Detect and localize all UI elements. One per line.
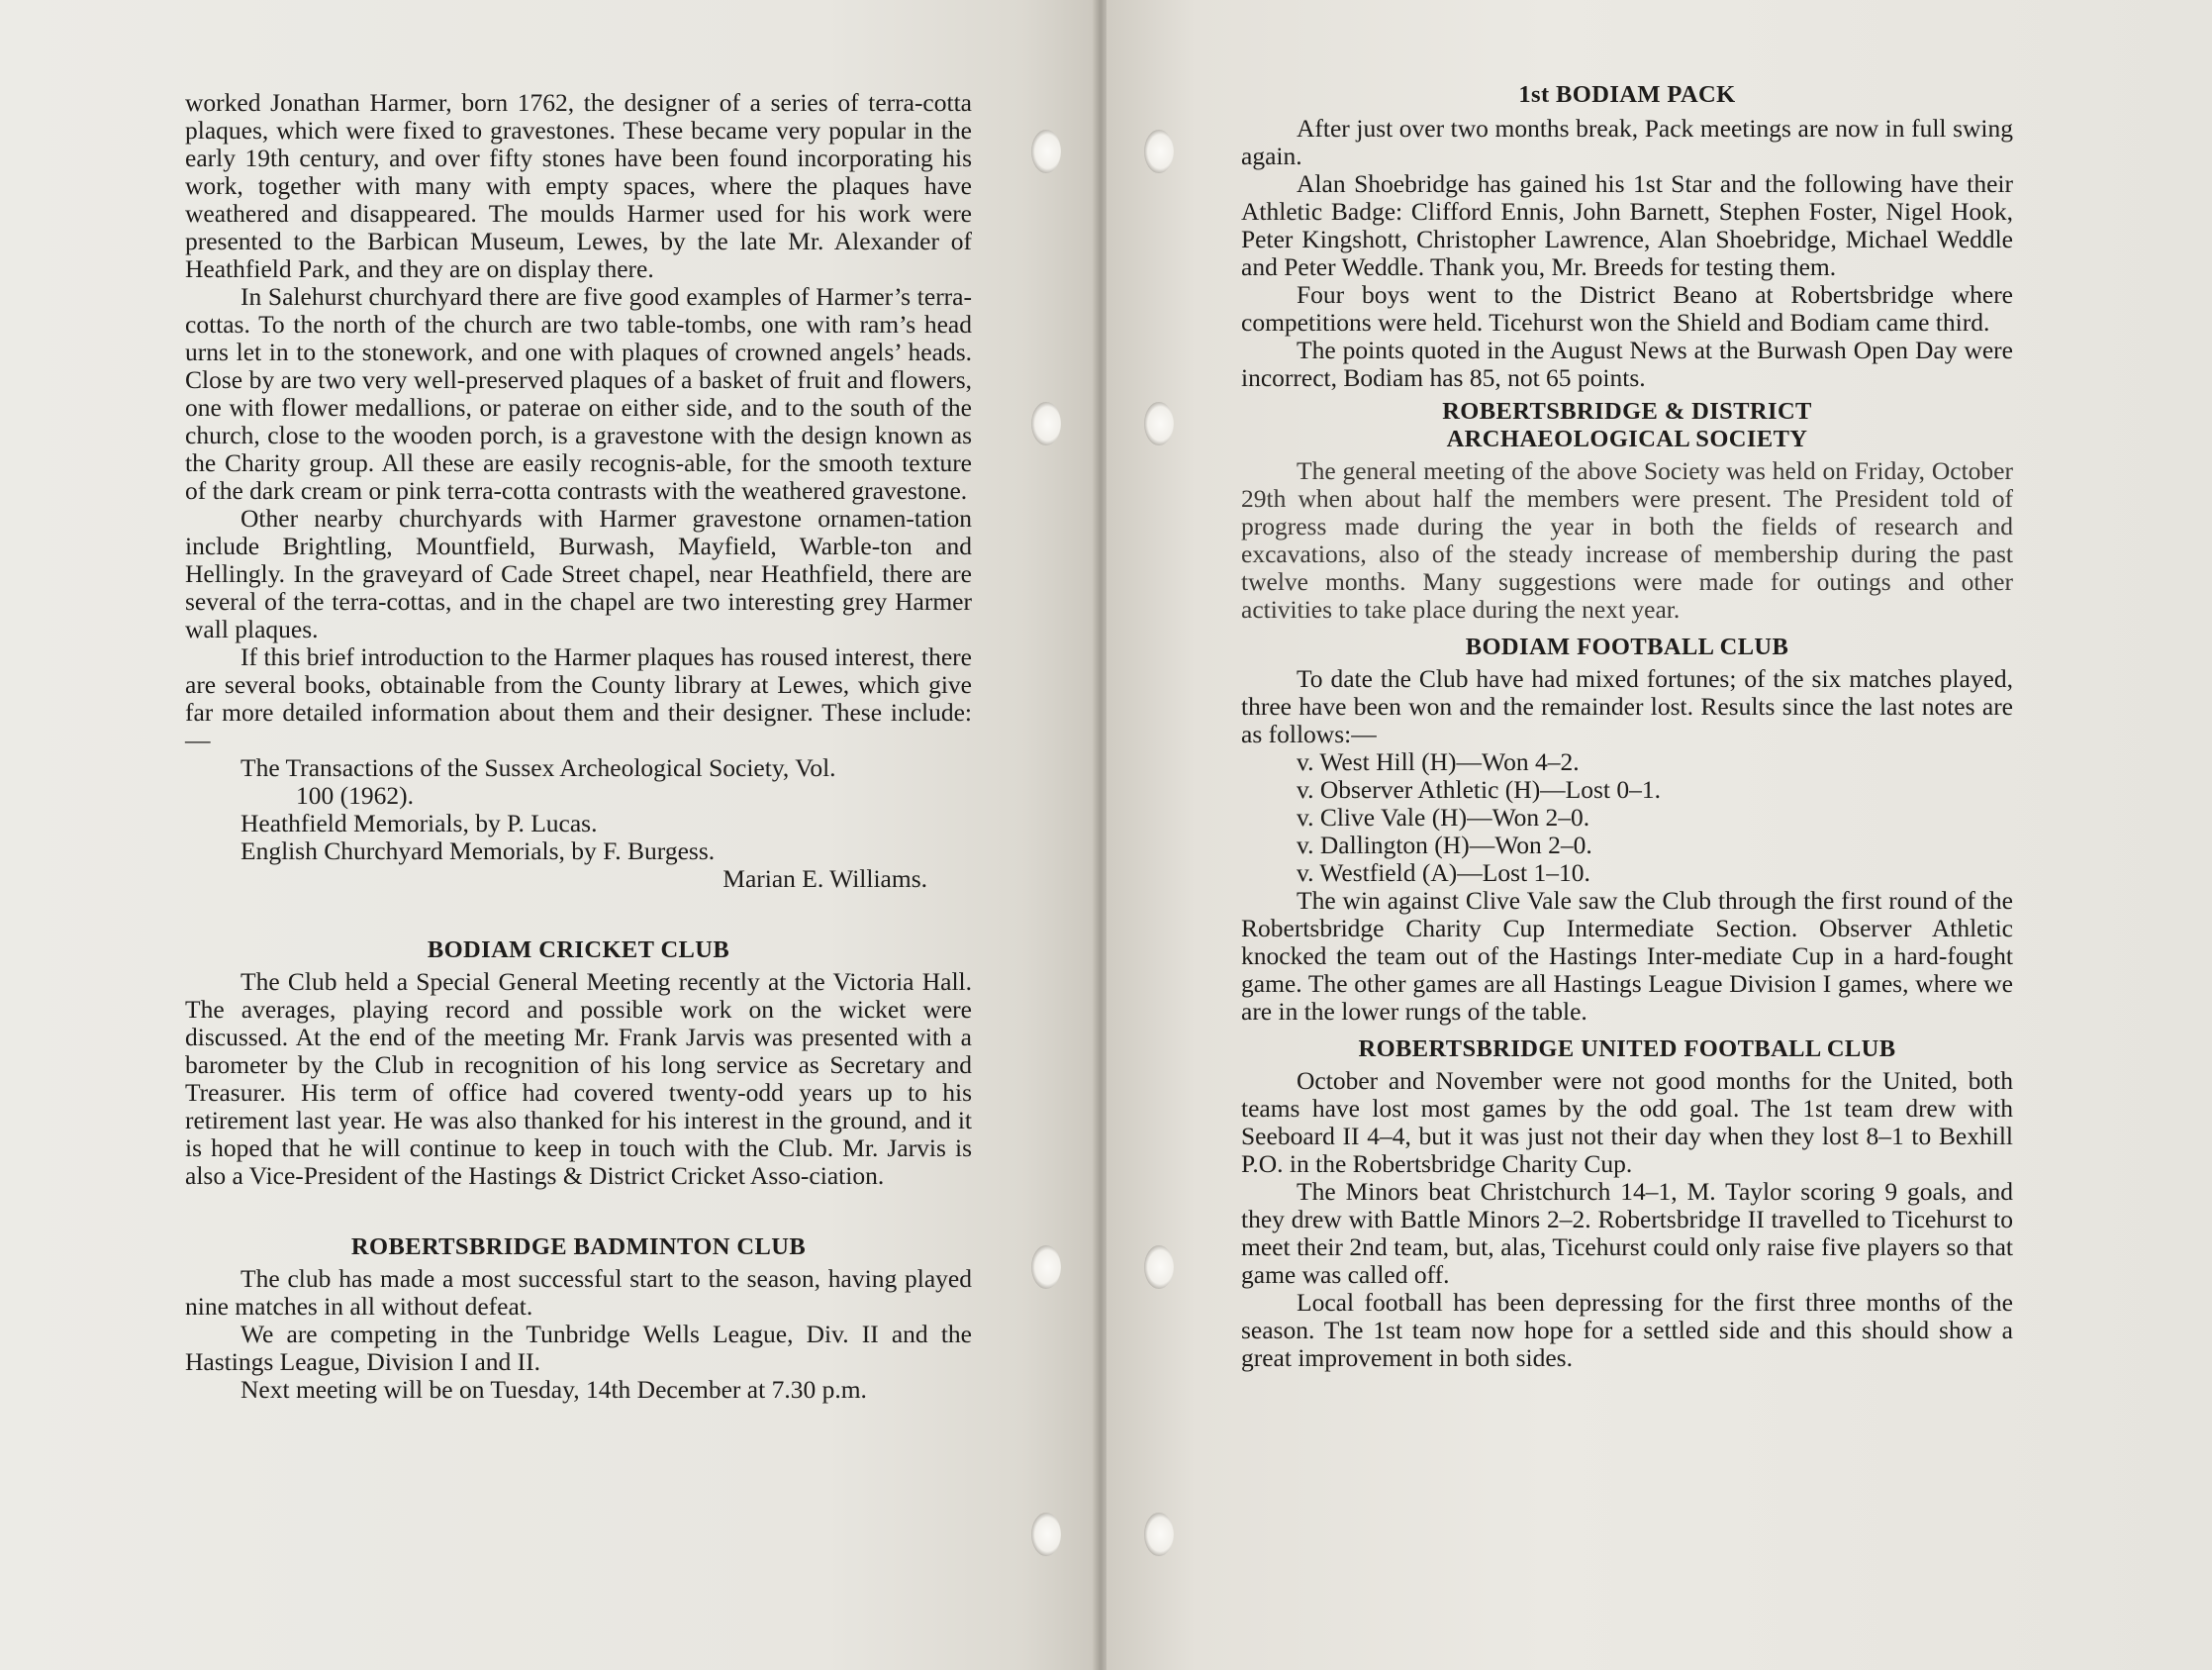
punch-hole [1031, 402, 1061, 445]
archaeology-paragraph: The general meeting of the above Society was held on Friday, October 29th when about half the members were present. The President told of progress made during the year in both the fields of research and excavations, also of the steady increase of membership during the past twelve months. Many suggestions were made for outings and other activities to take place during the next year. [1241, 456, 2013, 624]
football-club-heading: BODIAM FOOTBALL CLUB [1465, 634, 1789, 660]
right-page [1106, 0, 2212, 1670]
pack-paragraph-4: The points quoted in the August News at the Burwash Open Day were incorrect, Bodiam has 85, not 65 points. [1241, 336, 2013, 392]
archaeology-heading-line-1: ROBERTSBRIDGE & DISTRICT [1442, 398, 1812, 425]
book-reference [185, 754, 972, 810]
punch-hole [1031, 1245, 1061, 1289]
match-result: v. Westfield (A)—Lost 1–10. [1297, 858, 1590, 887]
match-result: v. Clive Vale (H)—Won 2–0. [1297, 803, 1590, 832]
book-reference: English Churchyard Memorials, by F. Burgess. [240, 836, 716, 865]
badminton-paragraph-1: The club has made a most successful start to the season, having played nine matches in all without defeat. [185, 1264, 972, 1321]
punch-hole [1144, 402, 1174, 445]
punch-hole [1144, 130, 1174, 173]
book-reference-line-1: The Transactions of the Sussex Archeological Society, Vol. [240, 753, 836, 782]
book-reference-line-2: 100 (1962). [296, 781, 414, 810]
match-result: v. West Hill (H)—Won 4–2. [1297, 747, 1580, 776]
united-paragraph-2: The Minors beat Christchurch 14–1, M. Taylor scoring 9 goals, and they drew with Battle Minors 2–2. Robertsbridge II travelled to Ticehurst to meet their 2nd team, but, alas, Ticehurst could only raise five players so that game was called off. [1241, 1177, 2013, 1289]
badminton-club-heading: ROBERTSBRIDGE BADMINTON CLUB [350, 1233, 807, 1260]
punch-hole [1031, 1513, 1061, 1556]
pack-heading: 1st BODIAM PACK [1518, 81, 1736, 108]
united-club-heading: ROBERTSBRIDGE UNITED FOOTBALL CLUB [1358, 1035, 1896, 1062]
pack-paragraph-1: After just over two months break, Pack meetings are now in full swing again. [1241, 114, 2013, 170]
match-result: v. Dallington (H)—Won 2–0. [1297, 831, 1592, 859]
harmer-paragraph-4: If this brief introduction to the Harmer plaques has roused interest, there are several books, obtainable from the County library at Lewes, which give far more detailed information about them and their designer. These include:— [185, 642, 972, 754]
punch-hole [1144, 1513, 1174, 1556]
united-paragraph-3: Local football has been depressing for the first three months of the season. The 1st team now hope for a settled side and this should show a great improvement in both sides. [1241, 1288, 2013, 1372]
harmer-paragraph-3: Other nearby churchyards with Harmer gravestone ornamen-tation include Brightling, Mountfield, Burwash, Mayfield, Warble-ton and Hellingly. In the graveyard of Cade Street chapel, near Heathfield, there are several of the terra-cottas, and in the chapel are two interesting grey Harmer wall plaques. [185, 504, 972, 643]
harmer-paragraph-2: In Salehurst churchyard there are five good examples of Harmer’s terra-cottas. To the north of the church are two table-tombs, one with ram’s head urns let in to the stonework, and one with plaques of crowned angels’ heads. Close by are two very well-preserved plaques of a basket of fruit and flowers, one with flower medallions, or paterae on either side, and to the south of the church, close to the wooden porch, is a gravestone with the design known as the Charity group. All these are easily recognis-able, for the smooth texture of the dark cream or pink terra-cotta contrasts with the weathered gravestone. [185, 282, 972, 505]
pack-paragraph-3: Four boys went to the District Beano at Robertsbridge where competitions were held. Ticehurst won the Shield and Bodiam came third. [1241, 280, 2013, 337]
united-paragraph-1: October and November were not good months for the United, both teams have lost most games by the odd goal. The 1st team drew with Seeboard II 4–4, but it was just not their day when they lost 8–1 to Bexhill P.O. in the Robertsbridge Charity Cup. [1241, 1066, 2013, 1178]
archaeology-heading-line-2: ARCHAEOLOGICAL SOCIETY [1446, 426, 1808, 452]
football-closing: The win against Clive Vale saw the Club through the first round of the Robertsbridge Charity Cup Intermediate Section. Observer Athletic knocked the team out of the Hastings Inter-mediate Cup in a hard-fought game. The other games are all Hastings League Division I games, where we are in the lower rungs of the table. [1241, 886, 2013, 1026]
right-page-text [1241, 81, 2013, 1372]
punch-hole [1031, 130, 1061, 173]
match-result: v. Observer Athletic (H)—Lost 0–1. [1297, 775, 1662, 804]
badminton-paragraph-3: Next meeting will be on Tuesday, 14th December at 7.30 p.m. [240, 1375, 867, 1404]
pack-paragraph-2: Alan Shoebridge has gained his 1st Star and the following have their Athletic Badge: Clifford Ennis, John Barnett, Stephen Foster, Nigel Hook, Peter Kingshott, Christopher Lawrence, Alan Shoebridge, Michael Weddle and Peter Weddle. Thank you, Mr. Breeds for testing them. [1241, 169, 2013, 281]
cricket-club-heading: BODIAM CRICKET CLUB [427, 936, 730, 963]
article-author: Marian E. Williams. [722, 864, 927, 893]
cricket-club-paragraph: The Club held a Special General Meeting recently at the Victoria Hall. The averages, playing record and possible work on the wicket were discussed. At the end of the meeting Mr. Frank Jarvis was presented with a barometer by the Club in recognition of his long service as Secretary and Treasurer. His term of office had covered twenty-odd years up to his retirement last year. He was also thanked for his interest in the ground, and it is hoped that he will continue to keep in touch with the Club. Mr. Jarvis is also a Vice-President of the Hastings & District Cricket Asso-ciation. [185, 967, 972, 1190]
badminton-paragraph-2: We are competing in the Tunbridge Wells League, Div. II and the Hastings League, Division I and II. [185, 1320, 972, 1376]
book-reference: Heathfield Memorials, by P. Lucas. [240, 809, 598, 837]
punch-hole [1144, 1245, 1174, 1289]
left-page [0, 0, 1099, 1670]
left-page-text [185, 89, 972, 1404]
football-intro: To date the Club have had mixed fortunes; of the six matches played, three have been won and the remainder lost. Results since the last notes are as follows:— [1241, 664, 2013, 748]
harmer-paragraph-1: worked Jonathan Harmer, born 1762, the designer of a series of terra-cotta plaques, which were fixed to gravestones. These became very popular in the early 19th century, and over fifty stones have been found incorporating his work, together with many with empty spaces, where the plaques have weathered and disappeared. The moulds Harmer used for his work were presented to the Barbican Museum, Lewes, by the late Mr. Alexander of Heathfield Park, and they are on display there. [185, 88, 972, 283]
